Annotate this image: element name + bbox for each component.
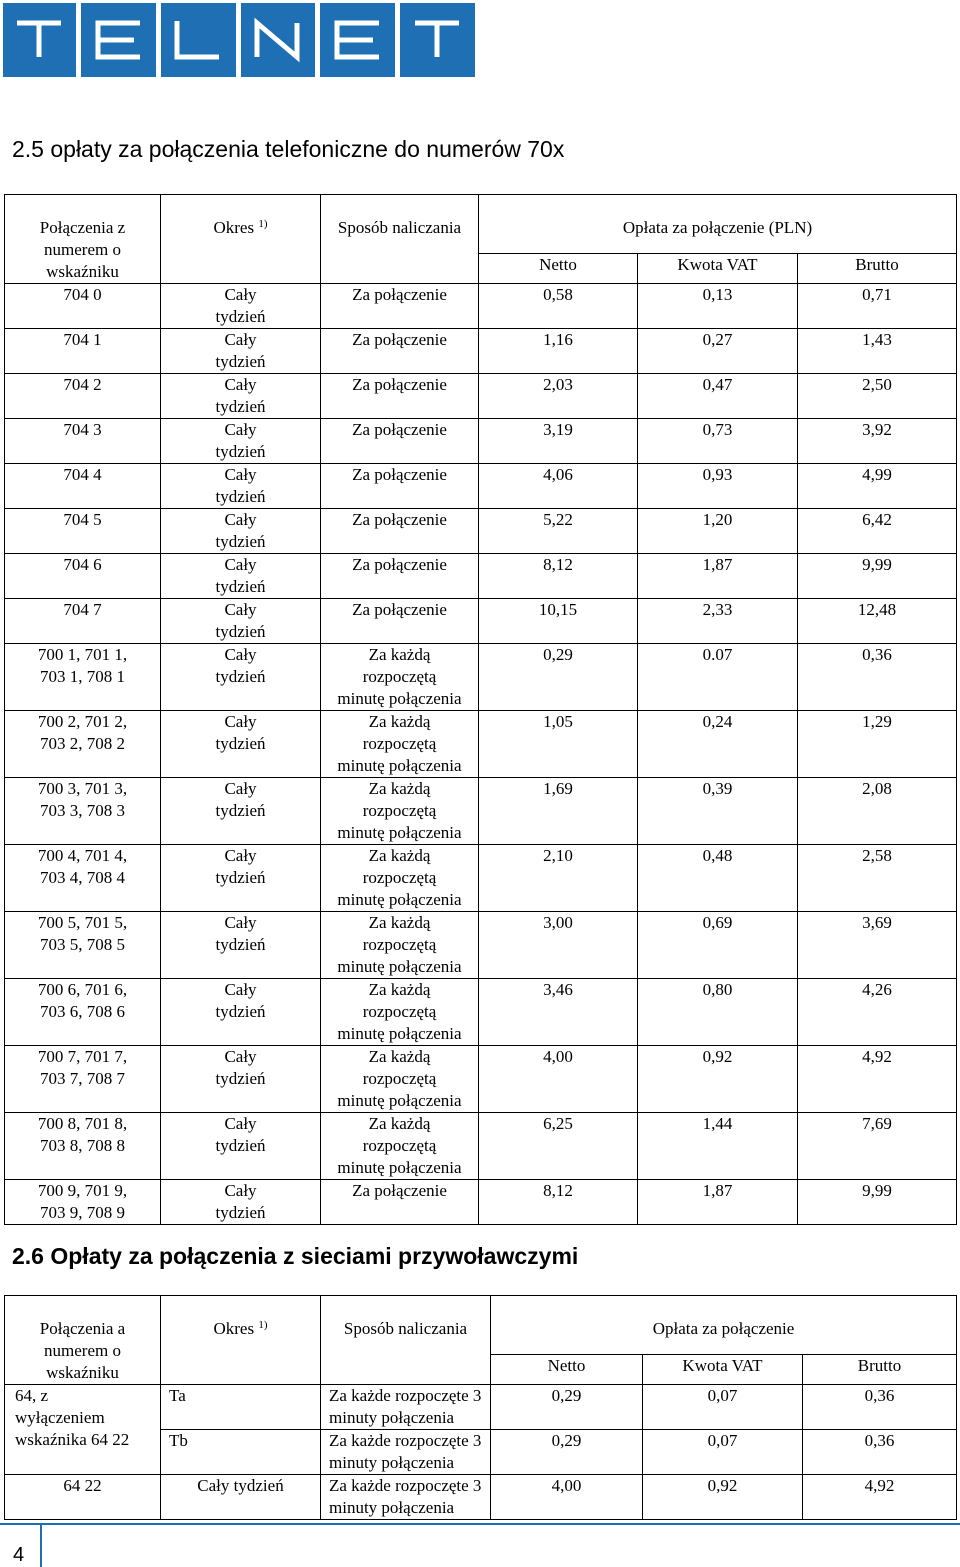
row-okres — [161, 329, 321, 374]
row-netto: 3,00 — [479, 912, 638, 979]
row-netto: 3,46 — [479, 979, 638, 1046]
table-row — [5, 1113, 957, 1180]
table-row — [5, 419, 957, 464]
row-netto: 2,10 — [479, 845, 638, 912]
text-line: Cały — [224, 375, 257, 394]
text-line: Cały — [224, 1047, 257, 1066]
text-line: tydzień — [215, 442, 266, 461]
text-line: tydzień — [215, 1069, 266, 1088]
text-line: minutę połączenia — [337, 1024, 462, 1043]
header-numbers — [5, 195, 161, 284]
header-netto: Netto — [491, 1354, 643, 1384]
header-brutto: Brutto — [798, 253, 957, 283]
row-okres — [161, 464, 321, 509]
row-netto: 0,29 — [479, 644, 638, 711]
text-line: minutę połączenia — [337, 1091, 462, 1110]
row-okres — [161, 284, 321, 329]
text-line: tydzień — [215, 397, 266, 416]
row-okres — [161, 419, 321, 464]
table-row — [5, 1180, 957, 1225]
text-line: Za każdą — [368, 1047, 431, 1066]
row-vat: 0,80 — [638, 979, 798, 1046]
text-line: wskaźnika 64 22 — [15, 1430, 130, 1449]
text-line: minutę połączenia — [337, 957, 462, 976]
section-2-6-title: 2.6 Opłaty za połączenia z sieciami przywoławczymi — [12, 1243, 579, 1269]
row-netto: 1,16 — [479, 329, 638, 374]
row-brutto: 4,92 — [803, 1475, 957, 1520]
table-row — [5, 1385, 957, 1430]
text-line: tydzień — [215, 352, 266, 371]
row-okres — [161, 845, 321, 912]
row-numbers — [5, 329, 161, 374]
text-line: tydzień — [215, 622, 266, 641]
text-line: Cały — [224, 779, 257, 798]
row-okres — [161, 1180, 321, 1225]
text-line: 64, z — [15, 1386, 49, 1405]
text-line: 703 5, 708 5 — [40, 935, 125, 954]
header-oplata: Opłata za połączenie (PLN) — [479, 195, 957, 254]
row-numbers — [5, 1046, 161, 1113]
text-line: wyłączeniem — [15, 1408, 105, 1427]
text-line: 700 3, 701 3, — [37, 779, 128, 798]
text-line: 700 4, 701 4, — [37, 846, 128, 865]
header-oplata: Opłata za połączenie — [491, 1296, 957, 1355]
table-row — [5, 464, 957, 509]
row-sposob — [321, 464, 479, 509]
row-okres — [161, 912, 321, 979]
row-netto: 1,05 — [479, 711, 638, 778]
header-okres — [161, 1296, 321, 1385]
table-row — [5, 912, 957, 979]
text-line: 703 9, 708 9 — [40, 1203, 125, 1222]
row-numbers — [5, 979, 161, 1046]
text-line: 700 8, 701 8, — [37, 1114, 128, 1133]
text-line: minuty połączenia — [329, 1453, 455, 1472]
text-line: 703 1, 708 1 — [40, 667, 125, 686]
telnet-logo — [0, 0, 480, 78]
table-row — [5, 778, 957, 845]
row-numbers — [5, 711, 161, 778]
text-line: numerem o — [44, 240, 121, 259]
text-line: Cały — [224, 712, 257, 731]
row-numbers — [5, 554, 161, 599]
text-line: Za każdą — [368, 980, 431, 999]
row-sposob — [321, 599, 479, 644]
table-row — [5, 374, 957, 419]
logo-letter-e-1 — [81, 3, 156, 77]
row-numbers — [5, 778, 161, 845]
text-line: Cały — [224, 465, 257, 484]
row-brutto: 0,71 — [798, 284, 957, 329]
row-vat: 0,47 — [638, 374, 798, 419]
text-line: wskaźniku — [46, 1363, 119, 1382]
text-line: 703 6, 708 6 — [40, 1002, 125, 1021]
text-line: 700 7, 701 7, — [37, 1047, 128, 1066]
text-line: Cały — [224, 913, 257, 932]
row-sposob — [321, 374, 479, 419]
text-line: Za każdą — [368, 779, 431, 798]
footnote-marker: 1) — [258, 218, 268, 230]
text-line: rozpoczętą — [362, 734, 437, 753]
row-netto: 10,15 — [479, 599, 638, 644]
row-vat: 2,33 — [638, 599, 798, 644]
row-sposob — [321, 778, 479, 845]
header-sposob: Sposób naliczania — [321, 195, 479, 284]
text-line: Cały — [224, 980, 257, 999]
row-sposob — [321, 711, 479, 778]
text-line: Cały — [224, 645, 257, 664]
text-line: Za każdą — [368, 1114, 431, 1133]
row-sposob — [321, 1046, 479, 1113]
row-brutto: 2,50 — [798, 374, 957, 419]
text-line: Za każde rozpoczęte 3 — [329, 1431, 482, 1450]
row-okres — [161, 979, 321, 1046]
row-vat: 0,13 — [638, 284, 798, 329]
row-numbers — [5, 644, 161, 711]
text-line: 703 3, 708 3 — [40, 801, 125, 820]
row-brutto: 4,92 — [798, 1046, 957, 1113]
text-line: Za połączenie — [352, 465, 447, 484]
row-brutto: 9,99 — [798, 554, 957, 599]
row-numbers — [5, 374, 161, 419]
footnote-marker: 1) — [258, 1319, 268, 1331]
row-sposob — [321, 329, 479, 374]
text-line: rozpoczętą — [362, 1136, 437, 1155]
row-sposob — [321, 912, 479, 979]
text-line: tydzień — [215, 801, 266, 820]
row-numbers — [5, 1180, 161, 1225]
footer-rule — [0, 1523, 960, 1525]
row-okres — [161, 509, 321, 554]
row-numbers — [5, 419, 161, 464]
logo-letter-t-0 — [3, 3, 76, 77]
row-vat: 0,92 — [638, 1046, 798, 1113]
row-vat: 0,48 — [638, 845, 798, 912]
row-netto: 1,69 — [479, 778, 638, 845]
row-okres — [161, 644, 321, 711]
table-row — [5, 329, 957, 374]
row-brutto: 4,99 — [798, 464, 957, 509]
text-line: minutę połączenia — [337, 823, 462, 842]
text-line: tydzień — [215, 487, 266, 506]
text-line: Za połączenie — [352, 330, 447, 349]
row-vat: 0,73 — [638, 419, 798, 464]
text-line: tydzień — [215, 667, 266, 686]
logo-letter-e-4 — [320, 3, 395, 77]
table-70x-rates — [4, 194, 957, 1225]
text-line: Cały — [224, 420, 257, 439]
row-okres — [161, 374, 321, 419]
row-numbers — [5, 464, 161, 509]
row-numbers — [5, 912, 161, 979]
row-brutto: 6,42 — [798, 509, 957, 554]
row-okres: Ta — [161, 1385, 321, 1430]
text-line: 704 5 — [63, 510, 102, 529]
text-line: 700 2, 701 2, — [37, 712, 128, 731]
text-line: 704 4 — [63, 465, 102, 484]
row-sposob — [321, 419, 479, 464]
row-brutto: 9,99 — [798, 1180, 957, 1225]
text-line: Za połączenie — [352, 600, 447, 619]
row-okres: Cały tydzień — [161, 1475, 321, 1520]
text-line: tydzień — [215, 935, 266, 954]
table-row — [5, 711, 957, 778]
text-line: tydzień — [215, 1203, 266, 1222]
row-netto: 0,29 — [491, 1430, 643, 1475]
row-vat: 0,24 — [638, 711, 798, 778]
row-brutto: 2,08 — [798, 778, 957, 845]
row-okres — [161, 599, 321, 644]
text-line: minuty połączenia — [329, 1498, 455, 1517]
row-vat: 0,07 — [643, 1430, 803, 1475]
text-line: tydzień — [215, 1002, 266, 1021]
row-brutto: 2,58 — [798, 845, 957, 912]
text-line: 700 6, 701 6, — [37, 980, 128, 999]
row-numbers — [5, 1113, 161, 1180]
row-vat: 0.07 — [638, 644, 798, 711]
text-line: Za połączenie — [352, 510, 447, 529]
text-line: 704 0 — [63, 285, 102, 304]
text-line: Za każdą — [368, 712, 431, 731]
row-brutto: 1,43 — [798, 329, 957, 374]
text-line: Cały — [224, 846, 257, 865]
text-line: Cały — [224, 1114, 257, 1133]
text-line: Za każde rozpoczęte 3 — [329, 1476, 482, 1495]
row-sposob — [321, 979, 479, 1046]
text-line: 704 1 — [63, 330, 102, 349]
row-netto: 4,00 — [491, 1475, 643, 1520]
table-pager-rates — [4, 1295, 957, 1520]
header-sposob: Sposób naliczania — [321, 1296, 491, 1385]
text-line: 704 7 — [63, 600, 102, 619]
text-line: Za każde rozpoczęte 3 — [329, 1386, 482, 1405]
text-line: 703 4, 708 4 — [40, 868, 125, 887]
row-brutto: 7,69 — [798, 1113, 957, 1180]
text-line: tydzień — [215, 734, 266, 753]
table-row — [5, 599, 957, 644]
row-vat: 0,92 — [643, 1475, 803, 1520]
row-sposob — [321, 284, 479, 329]
text-line: 700 9, 701 9, — [37, 1181, 128, 1200]
text-line: rozpoczętą — [362, 1002, 437, 1021]
row-netto: 2,03 — [479, 374, 638, 419]
text-line: rozpoczętą — [362, 1069, 437, 1088]
text-line: minuty połączenia — [329, 1408, 455, 1427]
row-netto: 3,19 — [479, 419, 638, 464]
row-vat: 0,69 — [638, 912, 798, 979]
row-numbers — [5, 599, 161, 644]
logo-letter-t-5 — [400, 3, 475, 77]
text-line: rozpoczętą — [362, 801, 437, 820]
row-okres — [161, 554, 321, 599]
row-vat: 1,87 — [638, 1180, 798, 1225]
row-numbers: 64 22 — [5, 1475, 161, 1520]
row-brutto: 12,48 — [798, 599, 957, 644]
header-okres-label: Okres — [213, 218, 255, 237]
text-line: Za każdą — [368, 846, 431, 865]
row-vat: 0,07 — [643, 1385, 803, 1430]
row-numbers — [5, 845, 161, 912]
row-okres — [161, 1046, 321, 1113]
row-okres — [161, 711, 321, 778]
row-netto: 4,00 — [479, 1046, 638, 1113]
text-line: Za połączenie — [352, 375, 447, 394]
row-sposob — [321, 1385, 491, 1430]
table-row — [5, 1046, 957, 1113]
row-brutto: 0,36 — [803, 1385, 957, 1430]
row-sposob — [321, 1113, 479, 1180]
row-sposob — [321, 1475, 491, 1520]
text-line: 704 6 — [63, 555, 102, 574]
logo-letter-l-2 — [161, 3, 236, 77]
header-vat: Kwota VAT — [643, 1354, 803, 1384]
row-sposob — [321, 509, 479, 554]
header-numbers — [5, 1296, 161, 1385]
text-line: rozpoczętą — [362, 667, 437, 686]
text-line: Za połączenie — [352, 555, 447, 574]
text-line: 703 7, 708 7 — [40, 1069, 125, 1088]
text-line: 703 2, 708 2 — [40, 734, 125, 753]
row-okres: Tb — [161, 1430, 321, 1475]
text-line: Cały — [224, 555, 257, 574]
row-sposob — [321, 644, 479, 711]
text-line: Za połączenie — [352, 420, 447, 439]
table-row — [5, 644, 957, 711]
text-line: Za połączenie — [352, 285, 447, 304]
header-brutto: Brutto — [803, 1354, 957, 1384]
footer-rule-vertical — [40, 1525, 42, 1567]
row-vat: 1,44 — [638, 1113, 798, 1180]
row-brutto: 3,92 — [798, 419, 957, 464]
table-row — [5, 1475, 957, 1520]
text-line: 703 8, 708 8 — [40, 1136, 125, 1155]
text-line: Cały — [224, 330, 257, 349]
text-line: Cały — [224, 1181, 257, 1200]
row-brutto: 1,29 — [798, 711, 957, 778]
table-header-row — [5, 195, 957, 254]
text-line: rozpoczętą — [362, 868, 437, 887]
table-header-row — [5, 1296, 957, 1355]
row-netto: 8,12 — [479, 1180, 638, 1225]
text-line: rozpoczętą — [362, 935, 437, 954]
row-brutto: 0,36 — [798, 644, 957, 711]
row-netto: 6,25 — [479, 1113, 638, 1180]
table-row — [5, 845, 957, 912]
text-line: minutę połączenia — [337, 1158, 462, 1177]
row-okres — [161, 1113, 321, 1180]
text-line: 700 5, 701 5, — [37, 913, 128, 932]
text-line: tydzień — [215, 577, 266, 596]
row-netto: 0,58 — [479, 284, 638, 329]
row-sposob — [321, 554, 479, 599]
row-sposob — [321, 1180, 479, 1225]
header-okres — [161, 195, 321, 284]
text-line: 700 1, 701 1, — [37, 645, 128, 664]
row-brutto: 4,26 — [798, 979, 957, 1046]
text-line: Połączenia a — [39, 1319, 126, 1338]
text-line: Za połączenie — [352, 1181, 447, 1200]
row-netto: 0,29 — [491, 1385, 643, 1430]
text-line: Połączenia z — [39, 218, 126, 237]
table-row — [5, 509, 957, 554]
text-line: Za każdą — [368, 913, 431, 932]
text-line: wskaźniku — [46, 262, 119, 281]
table-row — [5, 979, 957, 1046]
table-row — [5, 284, 957, 329]
row-brutto: 3,69 — [798, 912, 957, 979]
row-netto: 5,22 — [479, 509, 638, 554]
row-vat: 0,93 — [638, 464, 798, 509]
row-brutto: 0,36 — [803, 1430, 957, 1475]
text-line: 704 2 — [63, 375, 102, 394]
row-vat: 0,27 — [638, 329, 798, 374]
row-numbers — [5, 284, 161, 329]
text-line: numerem o — [44, 1341, 121, 1360]
row-vat: 1,87 — [638, 554, 798, 599]
row-vat: 0,39 — [638, 778, 798, 845]
text-line: minutę połączenia — [337, 689, 462, 708]
text-line: tydzień — [215, 307, 266, 326]
row-numbers — [5, 509, 161, 554]
text-line: tydzień — [215, 532, 266, 551]
text-line: Cały — [224, 510, 257, 529]
text-line: Cały — [224, 285, 257, 304]
page-number: 4 — [13, 1544, 25, 1566]
row-sposob — [321, 845, 479, 912]
row-okres — [161, 778, 321, 845]
text-line: Cały — [224, 600, 257, 619]
header-okres-label: Okres — [213, 1319, 255, 1338]
text-line: 704 3 — [63, 420, 102, 439]
text-line: Za każdą — [368, 645, 431, 664]
text-line: tydzień — [215, 1136, 266, 1155]
section-2-5-title: 2.5 opłaty za połączenia telefoniczne do numerów 70x — [12, 136, 565, 162]
table-row — [5, 554, 957, 599]
text-line: minutę połączenia — [337, 756, 462, 775]
text-line: tydzień — [215, 868, 266, 887]
row-vat: 1,20 — [638, 509, 798, 554]
row-netto: 4,06 — [479, 464, 638, 509]
logo-letter-n-3 — [241, 3, 316, 77]
row-netto: 8,12 — [479, 554, 638, 599]
header-vat: Kwota VAT — [638, 253, 798, 283]
row-group-numbers — [5, 1385, 161, 1475]
row-sposob — [321, 1430, 491, 1475]
header-netto: Netto — [479, 253, 638, 283]
text-line: minutę połączenia — [337, 890, 462, 909]
